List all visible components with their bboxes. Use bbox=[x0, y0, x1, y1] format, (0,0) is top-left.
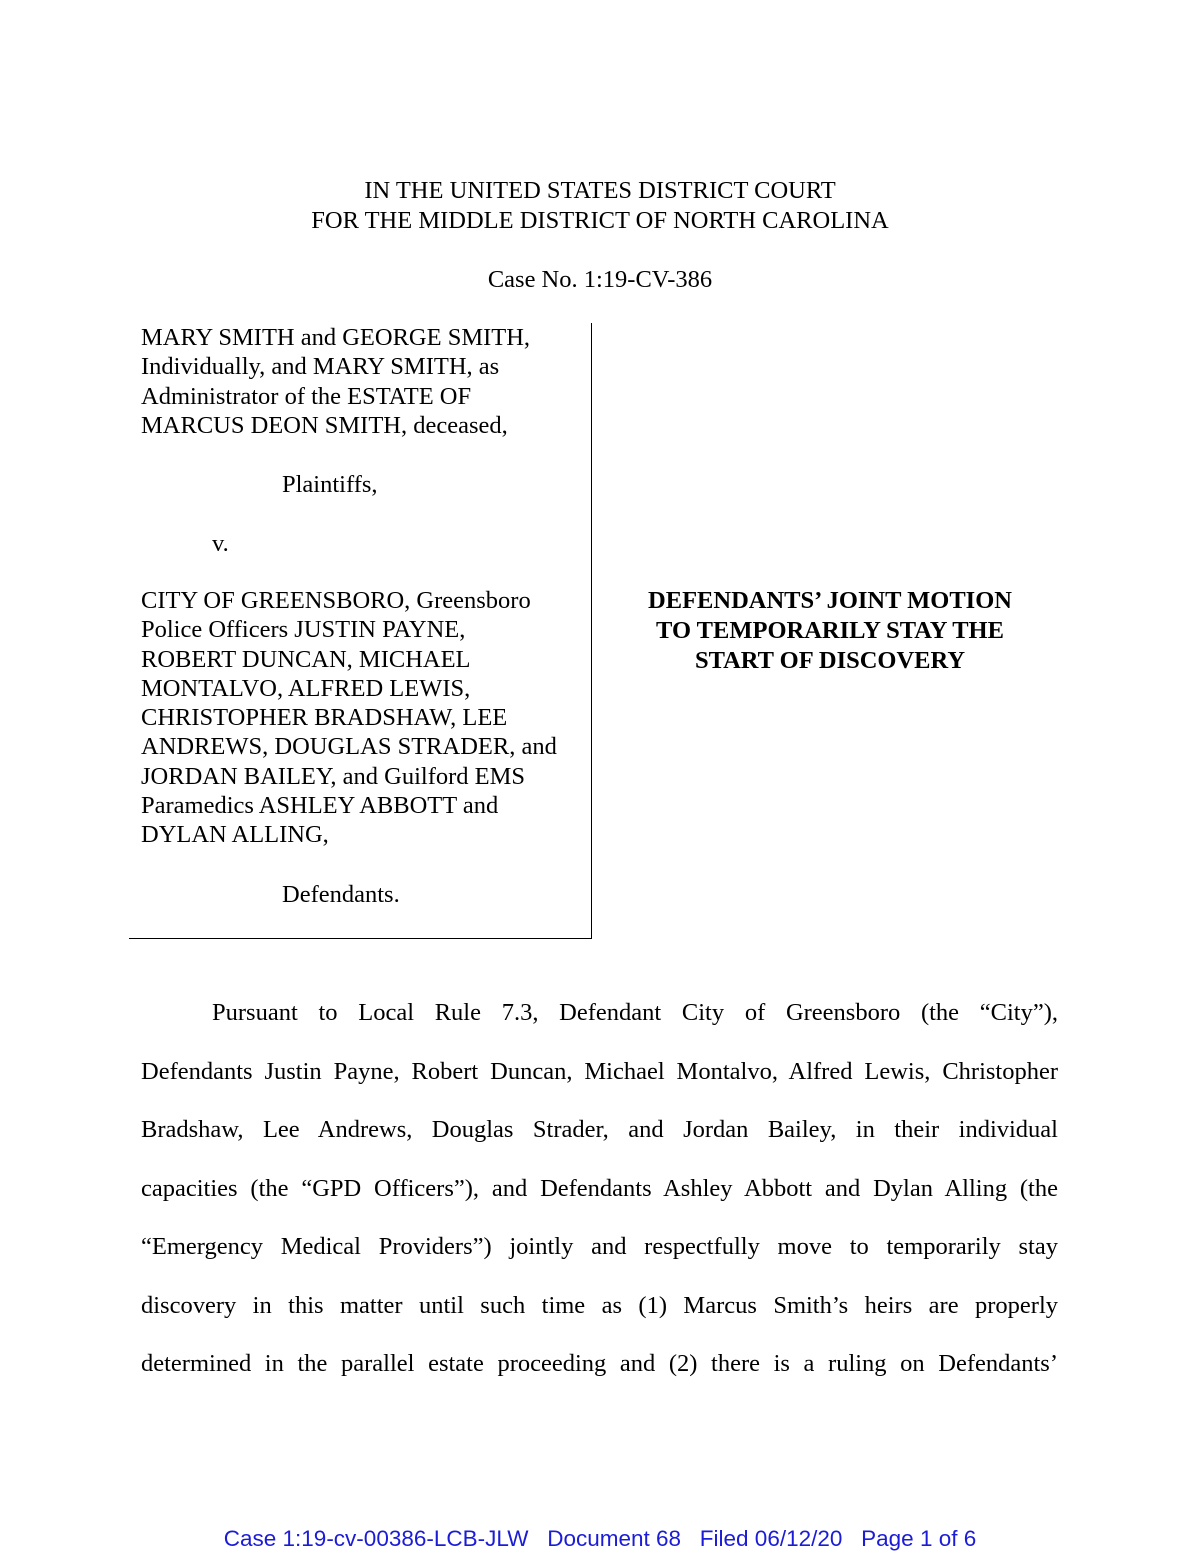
caption-line: MARCUS DEON SMITH, deceased, bbox=[141, 411, 508, 439]
caption-line: ROBERT DUNCAN, MICHAEL bbox=[141, 645, 471, 673]
body-line: Defendants Justin Payne, Robert Duncan, Michael Montalvo, Alfred Lewis, Christopher bbox=[141, 1058, 1058, 1085]
caption-line: MARY SMITH and GEORGE SMITH, bbox=[141, 324, 531, 351]
body-line: capacities (the “GPD Officers”), and Defendants Ashley Abbott and Dylan Alling (the bbox=[141, 1175, 1058, 1202]
caption-vertical-divider bbox=[591, 323, 592, 939]
caption-line: CITY OF GREENSBORO, Greensboro bbox=[141, 587, 531, 614]
versus-label: v. bbox=[212, 530, 229, 557]
plaintiffs-names bbox=[141, 323, 591, 440]
caption-line: DYLAN ALLING, bbox=[141, 821, 329, 849]
caption-line: JORDAN BAILEY, and Guilford EMS bbox=[141, 762, 526, 790]
motion-title bbox=[612, 586, 1048, 676]
caption-line: Individually, and MARY SMITH, as bbox=[141, 353, 500, 381]
caption-line: CHRISTOPHER BRADSHAW, LEE bbox=[141, 704, 508, 732]
court-name-line-2: FOR THE MIDDLE DISTRICT OF NORTH CAROLINA bbox=[311, 207, 889, 234]
defendants-label: Defendants. bbox=[282, 881, 400, 908]
caption-line: Paramedics ASHLEY ABBOTT and bbox=[141, 792, 499, 820]
body-line: “Emergency Medical Providers”) jointly and respectfully move to temporarily stay bbox=[141, 1233, 1058, 1260]
ecf-footer-stamp: Case 1:19-cv-00386-LCB-JLW Document 68 Filed 06/12/20 Page 1 of 6 bbox=[223, 1526, 977, 1551]
motion-title-line: DEFENDANTS’ JOINT MOTION bbox=[648, 587, 1012, 614]
case-number: Case No. 1:19-CV-386 bbox=[487, 266, 713, 293]
defendants-names bbox=[141, 586, 591, 850]
court-name-line-1: IN THE UNITED STATES DISTRICT COURT bbox=[364, 177, 836, 204]
body-line: determined in the parallel estate proceeding and (2) there is a ruling on Defendants’ bbox=[141, 1350, 1058, 1377]
motion-title-line: TO TEMPORARILY STAY THE bbox=[656, 617, 1004, 644]
body-line: Pursuant to Local Rule 7.3, Defendant City of Greensboro (the “City”), bbox=[212, 999, 1058, 1026]
caption-line: Administrator of the ESTATE OF bbox=[141, 382, 472, 410]
body-line: Bradshaw, Lee Andrews, Douglas Strader, and Jordan Bailey, in their individual bbox=[141, 1116, 1058, 1143]
caption-horizontal-divider bbox=[129, 938, 592, 939]
caption-line: Police Officers JUSTIN PAYNE, bbox=[141, 616, 466, 644]
body-line: discovery in this matter until such time as (1) Marcus Smith’s heirs are properly bbox=[141, 1292, 1058, 1319]
motion-title-line: START OF DISCOVERY bbox=[694, 647, 966, 674]
plaintiffs-label: Plaintiffs, bbox=[282, 471, 378, 498]
caption-line: MONTALVO, ALFRED LEWIS, bbox=[141, 674, 471, 702]
caption-line: ANDREWS, DOUGLAS STRADER, and bbox=[141, 733, 557, 761]
